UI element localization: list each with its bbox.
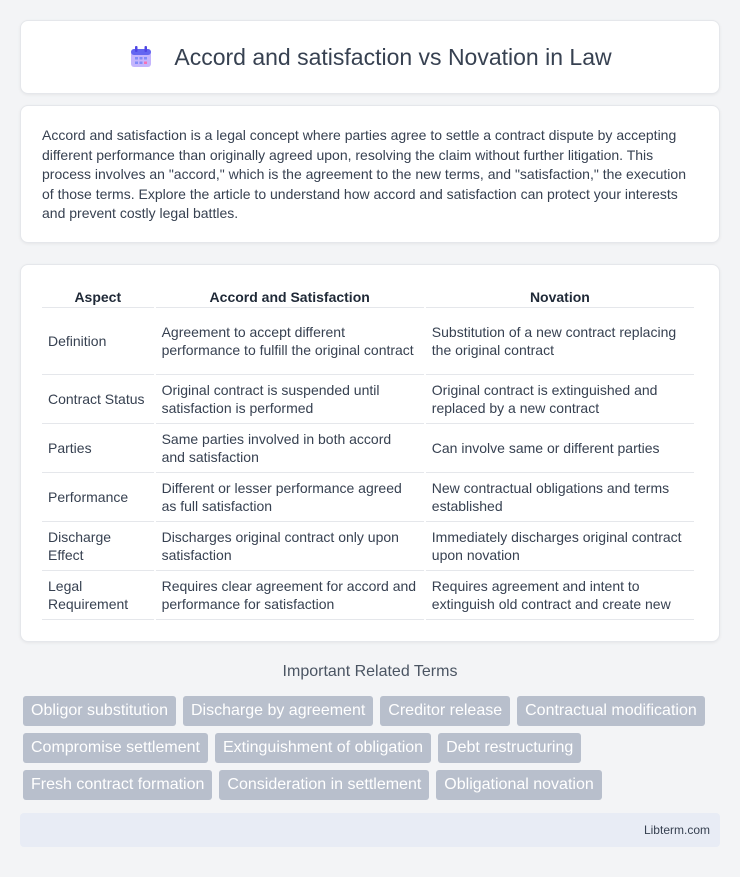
related-term-tag[interactable]: Contractual modification	[517, 696, 705, 726]
related-term-tag[interactable]: Obligor substitution	[23, 696, 176, 726]
row-accord: Discharges original contract only upon satisfaction	[156, 522, 424, 571]
column-header-aspect: Aspect	[42, 287, 154, 308]
row-aspect: Legal Requirement	[42, 571, 154, 620]
calendar-icon	[128, 44, 154, 70]
row-accord: Same parties involved in both accord and satisfaction	[156, 424, 424, 473]
related-term-tag[interactable]: Debt restructuring	[438, 733, 581, 763]
row-accord: Agreement to accept different performance to fulfill the original contract	[156, 308, 424, 375]
table-row	[42, 571, 694, 620]
row-aspect: Performance	[42, 473, 154, 522]
related-term-tag[interactable]: Extinguishment of obligation	[215, 733, 431, 763]
comparison-card	[20, 264, 720, 642]
row-aspect: Discharge Effect	[42, 522, 154, 571]
row-aspect: Definition	[42, 308, 154, 375]
related-term-tag[interactable]: Obligational novation	[436, 770, 601, 800]
row-novation: Original contract is extinguished and replaced by a new contract	[426, 375, 694, 424]
row-novation: Substitution of a new contract replacing the original contract	[426, 308, 694, 375]
row-novation: New contractual obligations and terms established	[426, 473, 694, 522]
row-accord: Different or lesser performance agreed as full satisfaction	[156, 473, 424, 522]
related-term-tag[interactable]: Compromise settlement	[23, 733, 208, 763]
related-term-tag[interactable]: Consideration in settlement	[219, 770, 429, 800]
related-terms-tags	[23, 696, 723, 807]
table-row	[42, 522, 694, 571]
row-aspect: Parties	[42, 424, 154, 473]
row-novation: Immediately discharges original contract upon novation	[426, 522, 694, 571]
table-row	[42, 473, 694, 522]
related-terms-title: Important Related Terms	[282, 663, 458, 680]
table-row	[42, 308, 694, 375]
row-aspect: Contract Status	[42, 375, 154, 424]
related-term-tag[interactable]: Fresh contract formation	[23, 770, 212, 800]
comparison-table	[40, 287, 696, 620]
row-novation: Can involve same or different parties	[426, 424, 694, 473]
header-card	[20, 20, 720, 94]
footer	[20, 813, 720, 847]
related-term-tag[interactable]: Creditor release	[380, 696, 510, 726]
page-title: Accord and satisfaction vs Novation in Law	[174, 43, 612, 70]
footer-site-link[interactable]: Libterm.com	[643, 823, 710, 837]
row-accord: Requires clear agreement for accord and performance for satisfaction	[156, 571, 424, 620]
column-header-novation: Novation	[426, 287, 694, 308]
row-accord: Original contract is suspended until satisfaction is performed	[156, 375, 424, 424]
related-term-tag[interactable]: Discharge by agreement	[183, 696, 373, 726]
intro-card	[20, 105, 720, 243]
intro-text: Accord and satisfaction is a legal concept where parties agree to settle a contract dispute by accepting different performance than originally agreed upon, resolving the claim without further litigation. This process involves an "accord," which is the agreement to the new terms, and "satisfaction," the execution of those terms. Explore the article to understand how accord and satisfaction can protect your interests and prevent costly legal battles.	[42, 127, 686, 221]
table-row	[42, 424, 694, 473]
table-row	[42, 375, 694, 424]
column-header-accord: Accord and Satisfaction	[156, 287, 424, 308]
row-novation: Requires agreement and intent to extinguish old contract and create new	[426, 571, 694, 620]
